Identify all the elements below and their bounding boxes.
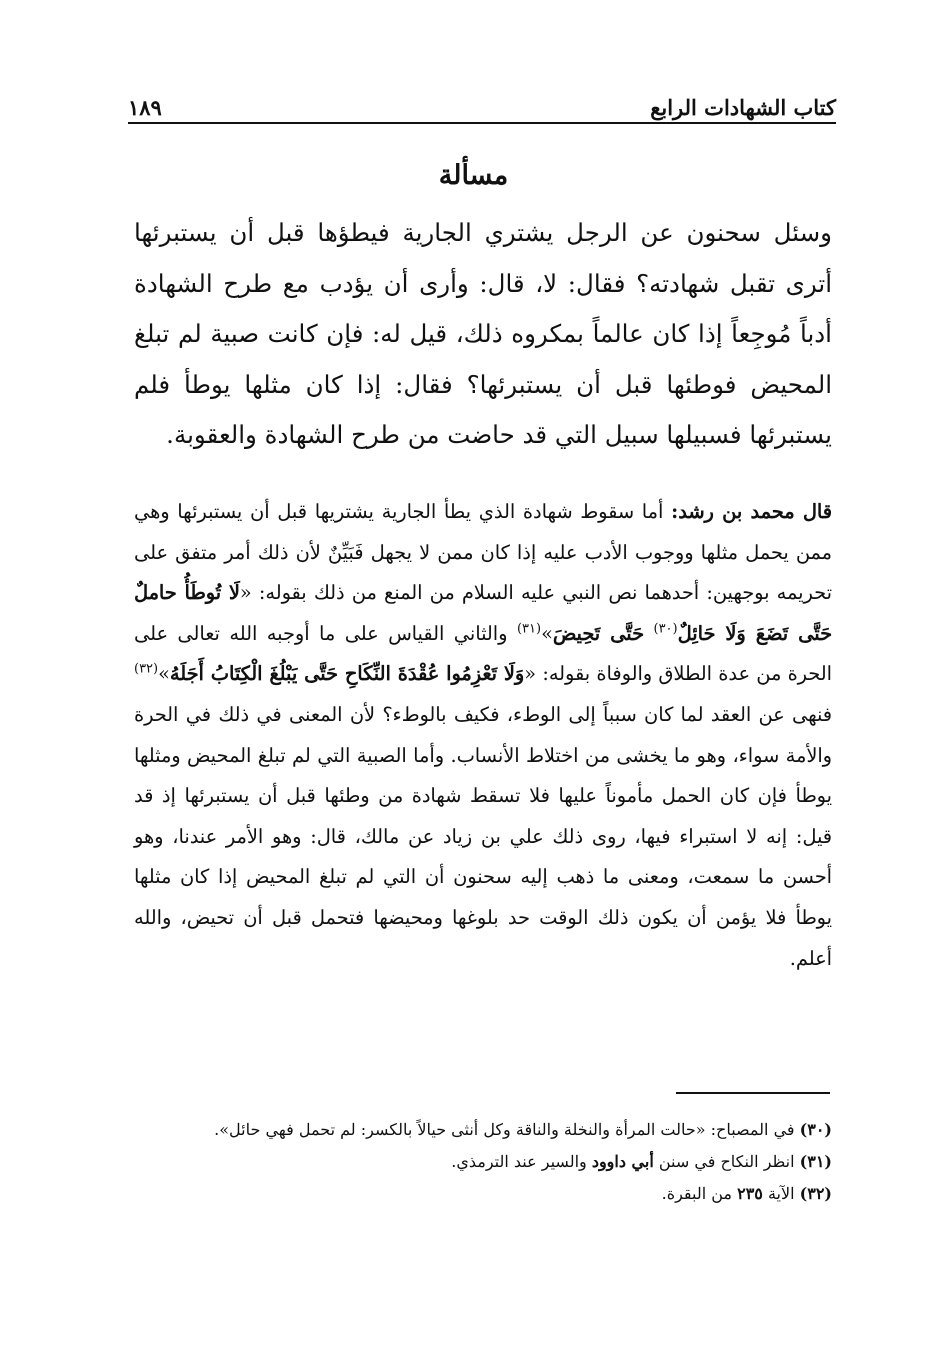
commentary-part5: فنهى عن العقد لما كان سبباً إلى الوطء، فكيف بالوطء؟ لأن المعنى في ذلك في الحرة والأمة سواء، وهو ما يخشى من اختلاط الأنساب. وأما الصبية التي لم تبلغ المحيض ومثلها يوطأ فإن كان الحمل مأموناً عليها فلا تسقط شهادة من وطئها قبل أن يستبرئها إذ قد قيل: إنه لا استبراء فيها، روى ذلك علي بن زياد عن مالك، قال: وهو الأمر عندنا، وهو أحسن ما سمعت، ومعنى ما ذهب إليه سحنون أن التي لم تبلغ المحيض إذا كان مثلها يوطأ فلا يؤمن أن يكون ذلك الوقت حد بلوغها ومحيضها فتحمل قبل أن تحيض، والله أعلم. <box>134 702 832 970</box>
commentary-part4: » <box>158 662 170 686</box>
footnote-31 <box>134 1147 832 1177</box>
footnote-text: والسير عند الترمذي. <box>451 1152 592 1171</box>
footnote-text: في المصباح: «حالت المرأة والنخلة والناقة وكل أنثى حيالاً بالكسر: لم تحمل فهي حائل». <box>214 1120 795 1139</box>
header-rule <box>128 122 836 124</box>
commentary-part1: أما سقوط شهادة الذي يطأ الجارية يشتريها قبل أن يستبرئها وهي ممن يحمل مثلها ووجوب الأدب عليه إذا كان ممن لا يجهل فَبَيِّنٌ لأن ذلك أمر متفق على تحريمه بوجهين: أحدهما نص النبي عليه السلام من المنع من ذلك بقوله: « <box>134 500 832 605</box>
footnote-number: (٣٠) <box>799 1120 832 1139</box>
footnote-text: الآية <box>762 1184 795 1203</box>
footnote-bold: ٢٣٥ <box>737 1184 763 1203</box>
footnote-30 <box>134 1115 832 1145</box>
commentary-part2: » <box>541 621 553 645</box>
commentary-speaker: قال محمد بن رشد: <box>671 500 833 523</box>
hadith-quote-1: لَا تُوطَأُ حاملٌ حَتَّى تَضَعَ وَلَا حَائِلٌ <box>134 581 832 645</box>
section-title: مسألة <box>438 160 509 191</box>
commentary-text <box>134 492 832 979</box>
footnote-ref-30: (٣٠) <box>653 621 678 637</box>
footnote-32 <box>134 1179 832 1209</box>
footnote-bold: أبي داوود <box>591 1152 654 1171</box>
footnote-separator <box>676 1092 830 1094</box>
quran-quote: وَلَا تَعْزِمُوا عُقْدَةَ النِّكَاحِ حَتَّى يَبْلُغَ الْكِتَابُ أَجَلَهُ <box>169 662 525 686</box>
question-text: وسئل سحنون عن الرجل يشتري الجارية فيطؤها قبل أن يستبرئها أترى تقبل شهادته؟ فقال: لا، قال: وأرى أن يؤدب مع طرح الشهادة أدباً مُوجِعاً إذا كان عالماً بمكروه ذلك، قيل له: فإن كانت صبية لم تبلغ المحيض فوطئها قبل أن يستبرئها؟ فقال: إذا كان مثلها يوطأ فلم يستبرئها فسبيلها سبيل التي قد حاضت من طرح الشهادة والعقوبة. <box>134 218 832 449</box>
footnote-text: من البقرة. <box>661 1184 738 1203</box>
question-paragraph <box>134 208 832 461</box>
footnote-number: (٣٢) <box>799 1184 832 1203</box>
footnote-ref-32: (٣٢) <box>134 661 159 677</box>
footnotes <box>134 1115 832 1211</box>
commentary-paragraph <box>134 492 832 979</box>
running-header <box>128 88 836 120</box>
commentary-part3: والثاني القياس على ما أوجبه الله تعالى على الحرة من عدة الطلاق والوفاة بقوله: « <box>134 621 832 686</box>
footnote-ref-31: (٣١) <box>516 621 542 637</box>
book-title: كتاب الشهادات الرابع <box>650 95 836 120</box>
page-number: ١٨٩ <box>128 95 162 120</box>
footnote-number: (٣١) <box>799 1152 832 1171</box>
footnote-text: انظر النكاح في سنن <box>653 1152 795 1171</box>
hadith-quote-1b: حَتَّى تَحِيضَ <box>552 621 644 645</box>
